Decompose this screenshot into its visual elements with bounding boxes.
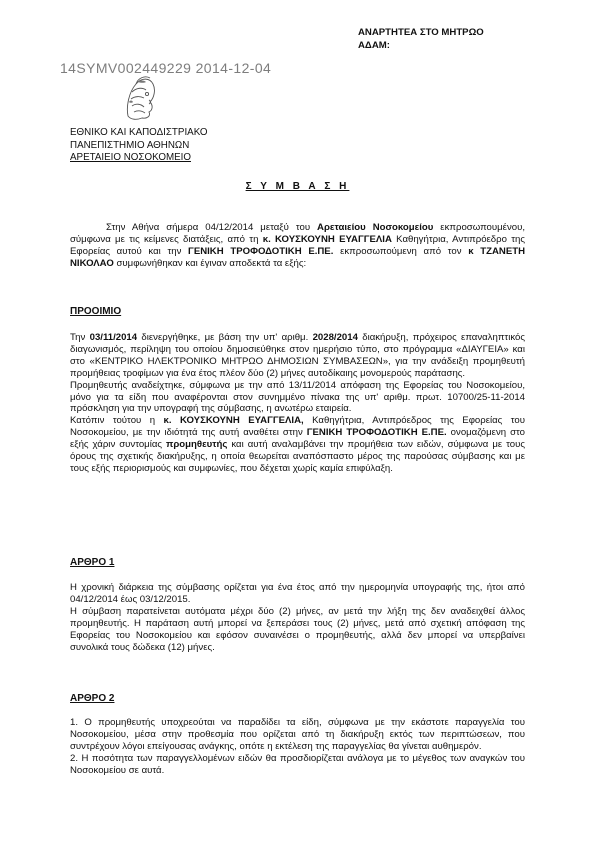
intro-bold-3: ΓΕΝΙΚΗ ΤΡΟΦΟΔΟΤΙΚΗ Ε.ΠΕ. bbox=[188, 245, 334, 257]
intro-bold-1: Αρεταιείου Νοσοκομείου bbox=[317, 222, 434, 233]
article-2-paragraph-1: 1. Ο προμηθευτής υποχρεούται να παραδίδει τα είδη, σύμφωνα με την εκάστοτε παραγγελία του Νοσοκομείου, μέσα στην προθεσμία που ορίζεται από τη διακήρυξη εκτός των περιπτώσεων, που συντρέχουν λόγοι επείγουσας ανάγκης, οπότε η εκτέλεση της παραγγελίας θα γίνεται αυθημερόν. bbox=[70, 717, 525, 752]
prooimio-p1-text-3: διακήρυξη, πρόχειρος επαναληπτικός διαγωνισμός, περίληψη του οποίου δημοσιεύθηκε στον ημερήσιο τύπο, στο πρόγραμμα «ΔΙΑΥΓΕΙΑ» και στο «ΚΕΝΤΡΙΚΟ ΗΛΕΚΤΡΟΝΙΚΟ ΜΗΤΡΩΟ ΔΗΜΟΣΙΩΝ ΣΥΜΒΑΣΕΩΝ», για την ανάδειξη προμηθευτή προμήθειας τροφίμων για ένα έτος πλέον δύο (2) μήνες αυτοδίκαιης μονομερούς παράτασης. bbox=[70, 332, 525, 379]
article-1-paragraph-2: Η σύμβαση παρατείνεται αυτόματα μέχρι δύο (2) μήνες, αν μετά την λήξη της δεν αναδειχθεί άλλος προμηθευτής. Η παράταση αυτή μπορεί να ξεπεράσει τους (2) μήνες, μετά από σχετική απόφαση της Εφορείας του Νοσοκομείου και εφόσον συναινέσει ο προμηθευτής, αλλά δεν μπορεί να υπερβαίνει συνολικά τους δώδεκα (12) μήνες. bbox=[70, 605, 525, 653]
prooimio-p1-number: 2028/2014 bbox=[312, 332, 358, 343]
intro-text-4: εκπροσωπούμενη από τον bbox=[333, 245, 469, 257]
institution-line-3: ΑΡΕΤΑΙΕΙΟ ΝΟΣΟΚΟΜΕΙΟ bbox=[70, 152, 191, 164]
athena-head-emblem-icon bbox=[120, 72, 160, 122]
article-1-section bbox=[70, 582, 525, 653]
intro-text-1: Στην Αθήνα σήμερα 04/12/2014 μεταξύ του bbox=[106, 222, 318, 233]
intro-text-3: Καθηγήτρια, Αντιπρόεδρο της Εφορείας αυτού και την bbox=[70, 233, 525, 257]
prooimio-p3-text-2: Καθηγήτρια, Αντιπρόεδρος της Εφορείας του Νοσοκομείου, με την ιδιότητά της αυτή αναθέτει στην bbox=[70, 415, 525, 439]
intro-text-5: συμφωνήθηκαν και έγιναν αποδεκτά τα εξής: bbox=[113, 257, 307, 269]
article-2-heading: ΑΡΘΡΟ 2 bbox=[70, 693, 115, 704]
intro-bold-4: κ ΤΖΑΝΕΤΗ ΝΙΚΟΛΑΟ bbox=[70, 245, 526, 269]
prooimio-p3-bold-2: ΓΕΝΙΚΗ ΤΡΟΦΟΔΟΤΙΚΗ Ε.ΠΕ. bbox=[306, 427, 447, 439]
prooimio-p3-bold-3: προμηθευτής bbox=[166, 439, 228, 451]
prooimio-paragraph-2: Προμηθευτής αναδείχτηκε, σύμφωνα με την από 13/11/2014 απόφαση της Εφορείας του Νοσοκομείου, μόνο για τα είδη που αναφέρονται στον συνημμένο πίνακα της υπ' αριθμ. πρωτ. 10700/25-11-2014 πρόσκληση για την υπογραφή της σύμβασης, η ανωτέρω εταιρεία. bbox=[70, 379, 525, 415]
prooimio-section bbox=[70, 332, 525, 475]
registry-note-line-1: ΑΝΑΡΤΗΤΕΑ ΣΤΟ ΜΗΤΡΩΟ bbox=[358, 27, 484, 38]
prooimio-p3-bold-1: κ. ΚΟΥΣΚΟΥΝΗ ΕΥΑΓΓΕΛΙΑ, bbox=[163, 415, 304, 427]
prooimio-p3-text-4: και αυτή αναλαμβάνει την προμήθεια των ειδών, σύμφωνα με τους όρους της σχετικής διακήρυξης, η οποία θεωρείται αναπόσπαστο μέρος της παρούσας σύμβασης και με τους εξής περιορισμούς και συμφωνίες, που δέχεται χωρίς καμία επιφύλαξη. bbox=[70, 439, 525, 474]
prooimio-p3-text-3: ονομαζόμενη στο εξής χάριν συντομίας bbox=[70, 427, 525, 451]
registry-note bbox=[358, 27, 484, 52]
prooimio-p1-text-2: διενεργήθηκε, με βάση την υπ' αριθμ. bbox=[137, 332, 313, 343]
prooimio-heading: ΠΡΟΟΙΜΙΟ bbox=[70, 306, 122, 317]
article-2-section bbox=[70, 717, 525, 777]
institution-line-1: ΕΘΝΙΚΟ ΚΑΙ ΚΑΠΟΔΙΣΤΡΙΑΚΟ bbox=[70, 127, 208, 138]
intro-paragraph bbox=[70, 222, 525, 270]
prooimio-p1-text-1: Την bbox=[70, 332, 90, 343]
institution-block bbox=[70, 127, 208, 165]
prooimio-paragraph-1 bbox=[70, 332, 525, 380]
ada-watermark: 14SYMV002449229 2014-12-04 bbox=[60, 60, 272, 76]
prooimio-paragraph-3 bbox=[70, 415, 525, 475]
prooimio-p3-text-1: Κατόπιν τούτου η bbox=[70, 415, 164, 427]
intro-text-2: εκπροσωπουμένου, σύμφωνα με τις κείμενες διατάξεις, από τη bbox=[70, 222, 525, 245]
article-2-paragraph-2: 2. Η ποσότητα των παραγγελλομένων ειδών θα προσδιορίζεται ανάλογα με το μέγεθος των αναγκών του Νοσοκομείου σε αυτά. bbox=[70, 752, 525, 776]
prooimio-p1-date: 03/11/2014 bbox=[89, 332, 138, 343]
article-1-paragraph-1: Η χρονική διάρκεια της σύμβασης ορίζεται για ένα έτος από την ημερομηνία υπογραφής της, ήτοι από 04/12/2014 έως 03/12/2015. bbox=[70, 582, 525, 605]
intro-bold-2: κ. ΚΟΥΣΚΟΥΝΗ ΕΥΑΓΓΕΛΙΑ bbox=[262, 233, 392, 245]
article-1-heading: ΑΡΘΡΟ 1 bbox=[70, 557, 115, 568]
registry-note-line-2: ΑΔΑΜ: bbox=[358, 39, 390, 51]
institution-line-2: ΠΑΝΕΠΙΣΤΗΜΙΟ ΑΘΗΝΩΝ bbox=[70, 139, 190, 151]
document-title: Σ Υ Μ Β Α Σ Η bbox=[245, 181, 350, 192]
